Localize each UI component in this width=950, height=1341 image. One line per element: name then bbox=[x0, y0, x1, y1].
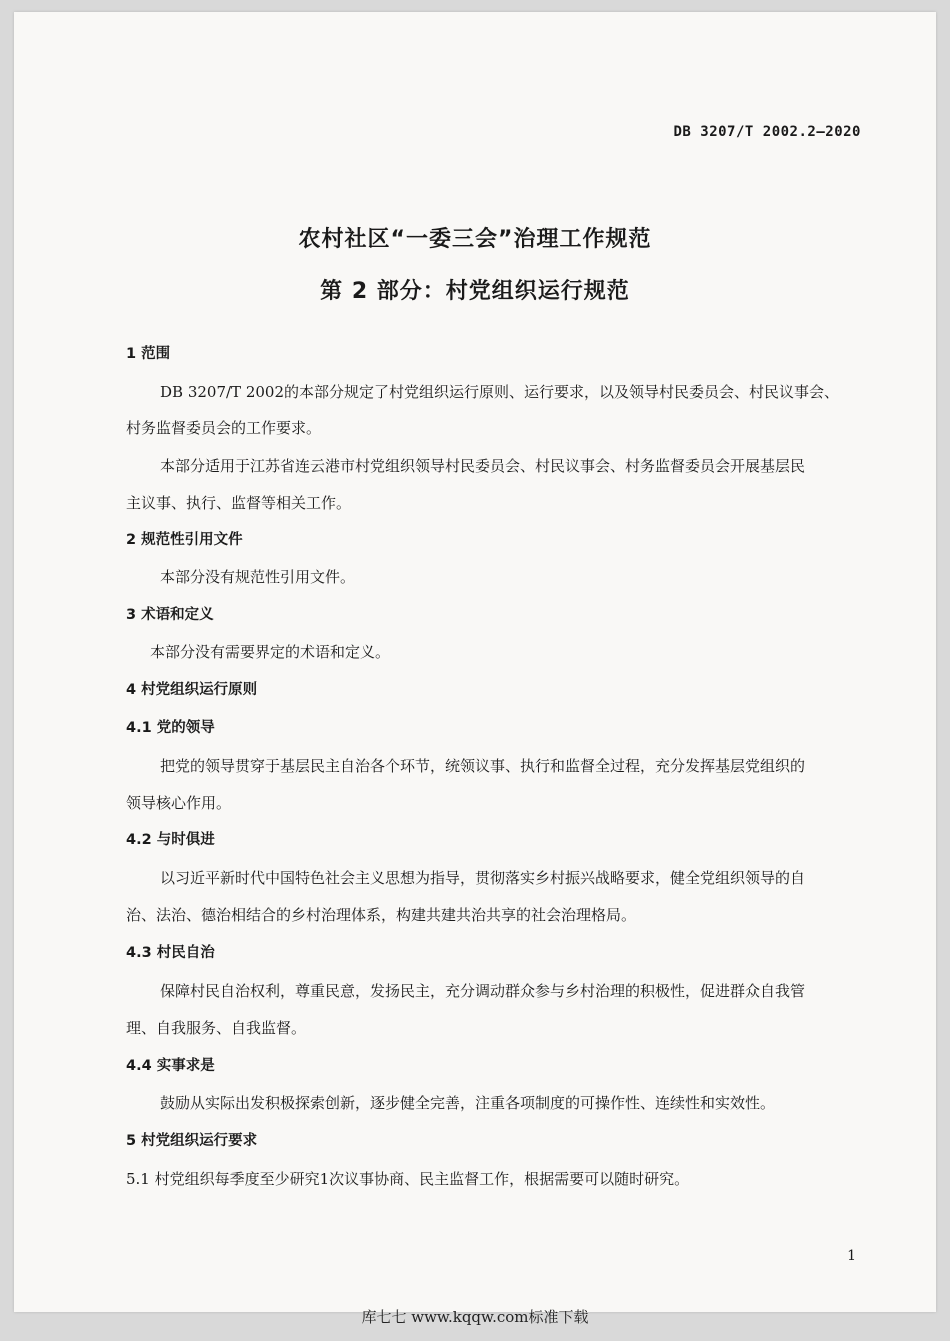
section-3-paragraph: 本部分没有需要界定的术语和定义。 bbox=[150, 643, 391, 661]
footer-watermark: 库七七 www.kqqw.com标准下载 bbox=[361, 1308, 589, 1326]
section-5-heading: 5 村党组织运行要求 bbox=[126, 1133, 258, 1149]
section-4-1-heading: 4.1 党的领导 bbox=[126, 720, 215, 736]
section-1-paragraph-2-line-1: 本部分适用于江苏省连云港市村党组织领导村民委员会、村民议事会、村务监督委员会开展基层民 bbox=[160, 457, 806, 475]
section-1-heading: 1 范围 bbox=[126, 346, 171, 362]
section-4-1-line-2: 领导核心作用。 bbox=[126, 794, 232, 812]
section-4-2-line-2: 治、法治、德治相结合的乡村治理体系，构建共建共治共享的社会治理格局。 bbox=[126, 906, 637, 924]
section-4-4-heading: 4.4 实事求是 bbox=[126, 1058, 215, 1074]
section-2-paragraph: 本部分没有规范性引用文件。 bbox=[160, 568, 356, 586]
section-1-paragraph-2-line-2: 主议事、执行、监督等相关工作。 bbox=[126, 494, 352, 512]
section-3-heading: 3 术语和定义 bbox=[126, 607, 214, 623]
document-title: 农村社区“一委三会”治理工作规范 bbox=[298, 227, 652, 252]
document-code: DB 3207/T 2002.2—2020 bbox=[673, 124, 861, 140]
section-4-4-line-1: 鼓励从实际出发积极探索创新，逐步健全完善，注重各项制度的可操作性、连续性和实效性。 bbox=[160, 1094, 776, 1112]
section-4-3-line-2: 理、自我服务、自我监督。 bbox=[126, 1019, 307, 1037]
section-4-3-line-1: 保障村民自治权利，尊重民意，发扬民主，充分调动群众参与乡村治理的积极性，促进群众自我管 bbox=[160, 982, 806, 1000]
section-1-paragraph-1-line-2: 村务监督委员会的工作要求。 bbox=[126, 419, 322, 437]
page-number: 1 bbox=[847, 1248, 856, 1264]
document-subtitle: 第 2 部分：村党组织运行规范 bbox=[320, 279, 630, 304]
section-1-paragraph-1-line-1: DB 3207/T 2002的本部分规定了村党组织运行原则、运行要求，以及领导村民委员会、村民议事会、 bbox=[160, 383, 839, 401]
section-4-3-heading: 4.3 村民自治 bbox=[126, 945, 215, 961]
section-2-heading: 2 规范性引用文件 bbox=[126, 532, 243, 548]
section-4-heading: 4 村党组织运行原则 bbox=[126, 682, 258, 698]
section-4-1-line-1: 把党的领导贯穿于基层民主自治各个环节，统领议事、执行和监督全过程，充分发挥基层党组织的 bbox=[160, 757, 806, 775]
document-page bbox=[14, 12, 936, 1312]
section-4-2-line-1: 以习近平新时代中国特色社会主义思想为指导，贯彻落实乡村振兴战略要求，健全党组织领导的自 bbox=[160, 869, 806, 887]
section-5-1-line-1: 5.1 村党组织每季度至少研究1次议事协商、民主监督工作，根据需要可以随时研究。 bbox=[126, 1170, 690, 1188]
section-4-2-heading: 4.2 与时俱进 bbox=[126, 832, 215, 848]
